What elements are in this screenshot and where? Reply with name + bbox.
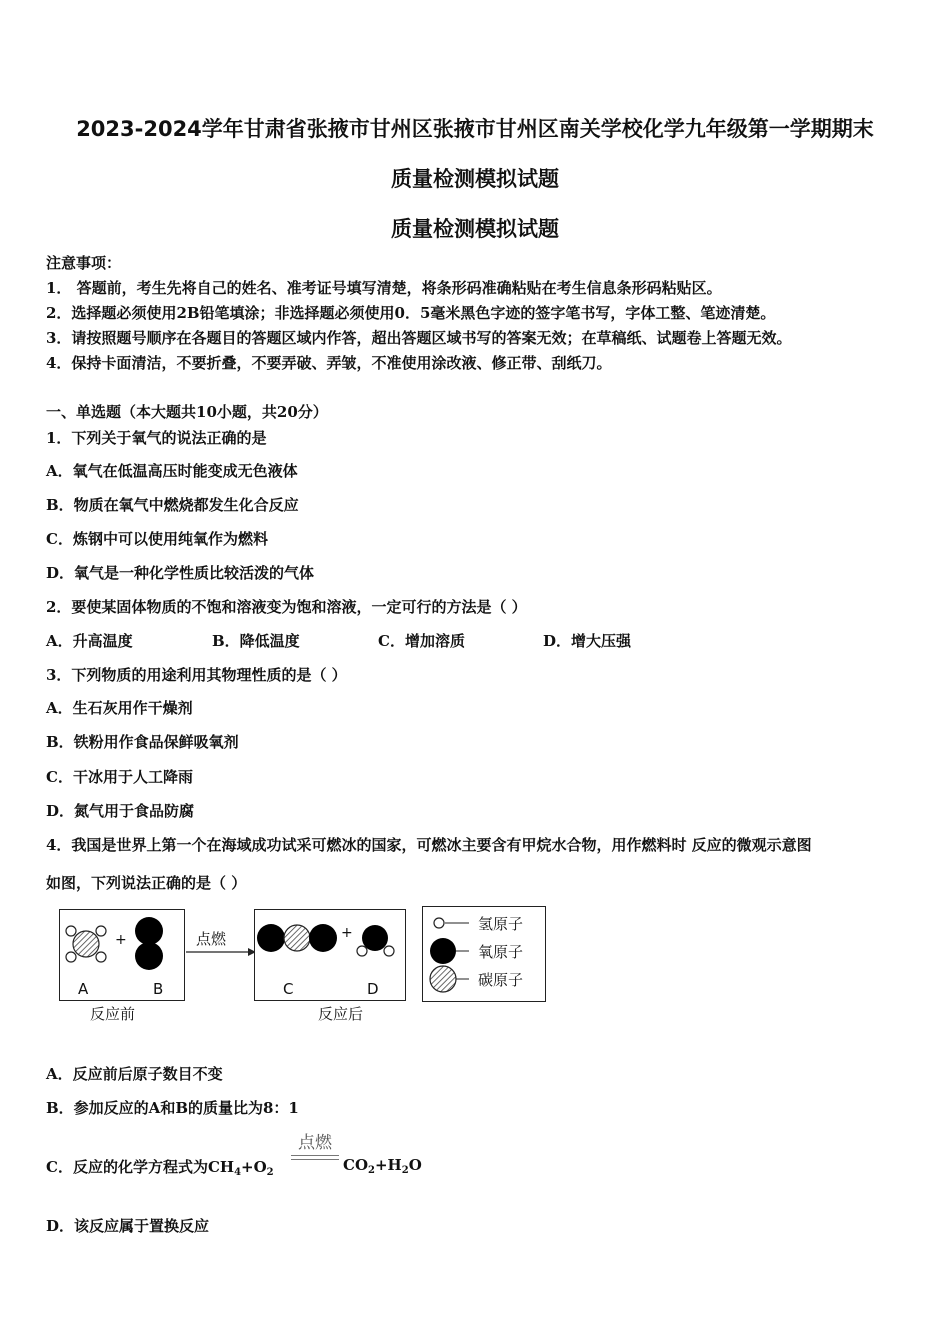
question-1-option-d: D．氧气是一种化学性质比较活泼的气体 — [46, 564, 315, 582]
question-1-option-c: C．炼钢中可以使用纯氧作为燃料 — [46, 530, 268, 548]
oxygen-atom — [257, 924, 285, 952]
legend-hydrogen: 氢原子 — [478, 915, 524, 933]
subscript: 2 — [368, 1165, 375, 1176]
hydrogen-atom — [96, 952, 106, 962]
carbon-atom — [73, 931, 99, 957]
question-3-stem: 3．下列物质的用途利用其物理性质的是（ ） — [46, 666, 347, 684]
label-c: C — [283, 980, 294, 998]
notice-item: 4．保持卡面清洁，不要折叠，不要弄破、弄皱，不准使用涂改液、修正带、刮纸刀。 — [46, 354, 612, 372]
page-subtitle: 质量检测模拟试题 — [391, 167, 559, 191]
hydrogen-atom — [384, 946, 394, 956]
product-molecules — [255, 910, 405, 1000]
question-2-option-c: C．增加溶质 — [378, 632, 465, 650]
equation-products — [343, 1156, 422, 1176]
condition-label: 点燃 — [298, 1133, 332, 1153]
oxygen-atom — [135, 942, 163, 970]
label-b: B — [153, 980, 164, 998]
question-4-option-d: D．该反应属于置换反应 — [46, 1217, 210, 1235]
subscript: 4 — [234, 1167, 242, 1178]
hydrogen-atom — [357, 946, 367, 956]
question-4-stem: 4．我国是世界上第一个在海域成功试采可燃冰的国家，可燃冰主要含有甲烷水合物，用作燃料时 反应的微观示意图 — [46, 836, 812, 854]
legend-box — [422, 906, 546, 1002]
reaction-arrow-icon — [186, 946, 256, 958]
page-title: 2023-2024学年甘肃省张掖市甘州区张掖市甘州区南关学校化学九年级第一学期期末 — [76, 117, 874, 141]
notice-item: 3．请按照题号顺序在各题目的答题区域内作答，超出答题区域书写的答案无效；在草稿纸、试题卷上答题无效。 — [46, 329, 792, 347]
question-4-stem-cont: 如图，下列说法正确的是（ ） — [46, 874, 247, 892]
equals-line — [291, 1155, 339, 1156]
section-heading: 一、单选题（本大题共10小题，共20分） — [46, 403, 328, 421]
question-3-option-d: D．氮气用于食品防腐 — [46, 802, 195, 820]
oxygen-legend-icon — [430, 938, 456, 964]
question-4-option-a: A．反应前后原子数目不变 — [46, 1065, 223, 1083]
equation-reactant: +O — [241, 1158, 267, 1176]
reaction-condition — [291, 1128, 339, 1160]
oxygen-atom — [135, 917, 163, 945]
carbon-legend-icon — [430, 966, 456, 992]
question-3-option-b: B．铁粉用作食品保鲜吸氧剂 — [46, 733, 239, 751]
question-2-stem: 2．要使某固体物质的不饱和溶液变为饱和溶液，一定可行的方法是（ ） — [46, 598, 527, 616]
product-o: O — [408, 1156, 422, 1174]
arrow-label: 点燃 — [196, 930, 227, 948]
question-4-option-b: B．参加反应的A和B的质量比为8：1 — [46, 1099, 299, 1117]
oxygen-atom — [309, 924, 337, 952]
question-2-option-a: A．升高温度 — [46, 632, 133, 650]
label-a: A — [78, 980, 89, 998]
hydrogen-atom — [66, 952, 76, 962]
label-d: D — [367, 980, 379, 998]
product-h: +H — [374, 1156, 402, 1174]
page-subtitle-repeat: 质量检测模拟试题 — [391, 217, 559, 241]
hydrogen-atom — [96, 926, 106, 936]
notice-heading: 注意事项： — [46, 254, 122, 272]
legend-oxygen: 氧原子 — [478, 943, 524, 961]
subscript: 2 — [401, 1165, 409, 1176]
products-box — [254, 909, 406, 1001]
question-2-option-b: B．降低温度 — [212, 632, 300, 650]
question-1-option-b: B．物质在氧气中燃烧都发生化合反应 — [46, 496, 299, 514]
plus-sign: + — [115, 932, 127, 948]
question-1-option-a: A．氧气在低温高压时能变成无色液体 — [46, 462, 298, 480]
legend-carbon: 碳原子 — [478, 971, 524, 989]
question-3-option-a: A．生石灰用作干燥剂 — [46, 699, 193, 717]
caption-after: 反应后 — [318, 1005, 364, 1023]
notice-item: 2．选择题必须使用2B铅笔填涂；非选择题必须使用0．5毫米黑色字迹的签字笔书写，字体工整、笔迹清楚。 — [46, 304, 776, 322]
notice-item: 1． 答题前，考生先将自己的姓名、准考证号填写清楚，将条形码准确粘贴在考生信息条形码粘贴区。 — [46, 279, 722, 297]
carbon-atom — [284, 925, 310, 951]
question-2-option-d: D．增大压强 — [543, 632, 632, 650]
reactants-box — [59, 909, 185, 1001]
question-3-option-c: C．干冰用于人工降雨 — [46, 768, 193, 786]
reaction-diagram — [56, 904, 556, 1029]
question-4-option-c — [46, 1156, 274, 1178]
equation-prefix: C．反应的化学方程式为CH — [46, 1158, 235, 1176]
plus-sign: + — [341, 925, 353, 941]
product-co: CO — [343, 1156, 369, 1174]
equals-line — [291, 1159, 339, 1160]
hydrogen-atom — [66, 926, 76, 936]
caption-before: 反应前 — [90, 1005, 136, 1023]
hydrogen-legend-icon — [434, 918, 444, 928]
question-1-stem: 1．下列关于氧气的说法正确的是 — [46, 429, 267, 447]
subscript: 2 — [266, 1167, 274, 1178]
